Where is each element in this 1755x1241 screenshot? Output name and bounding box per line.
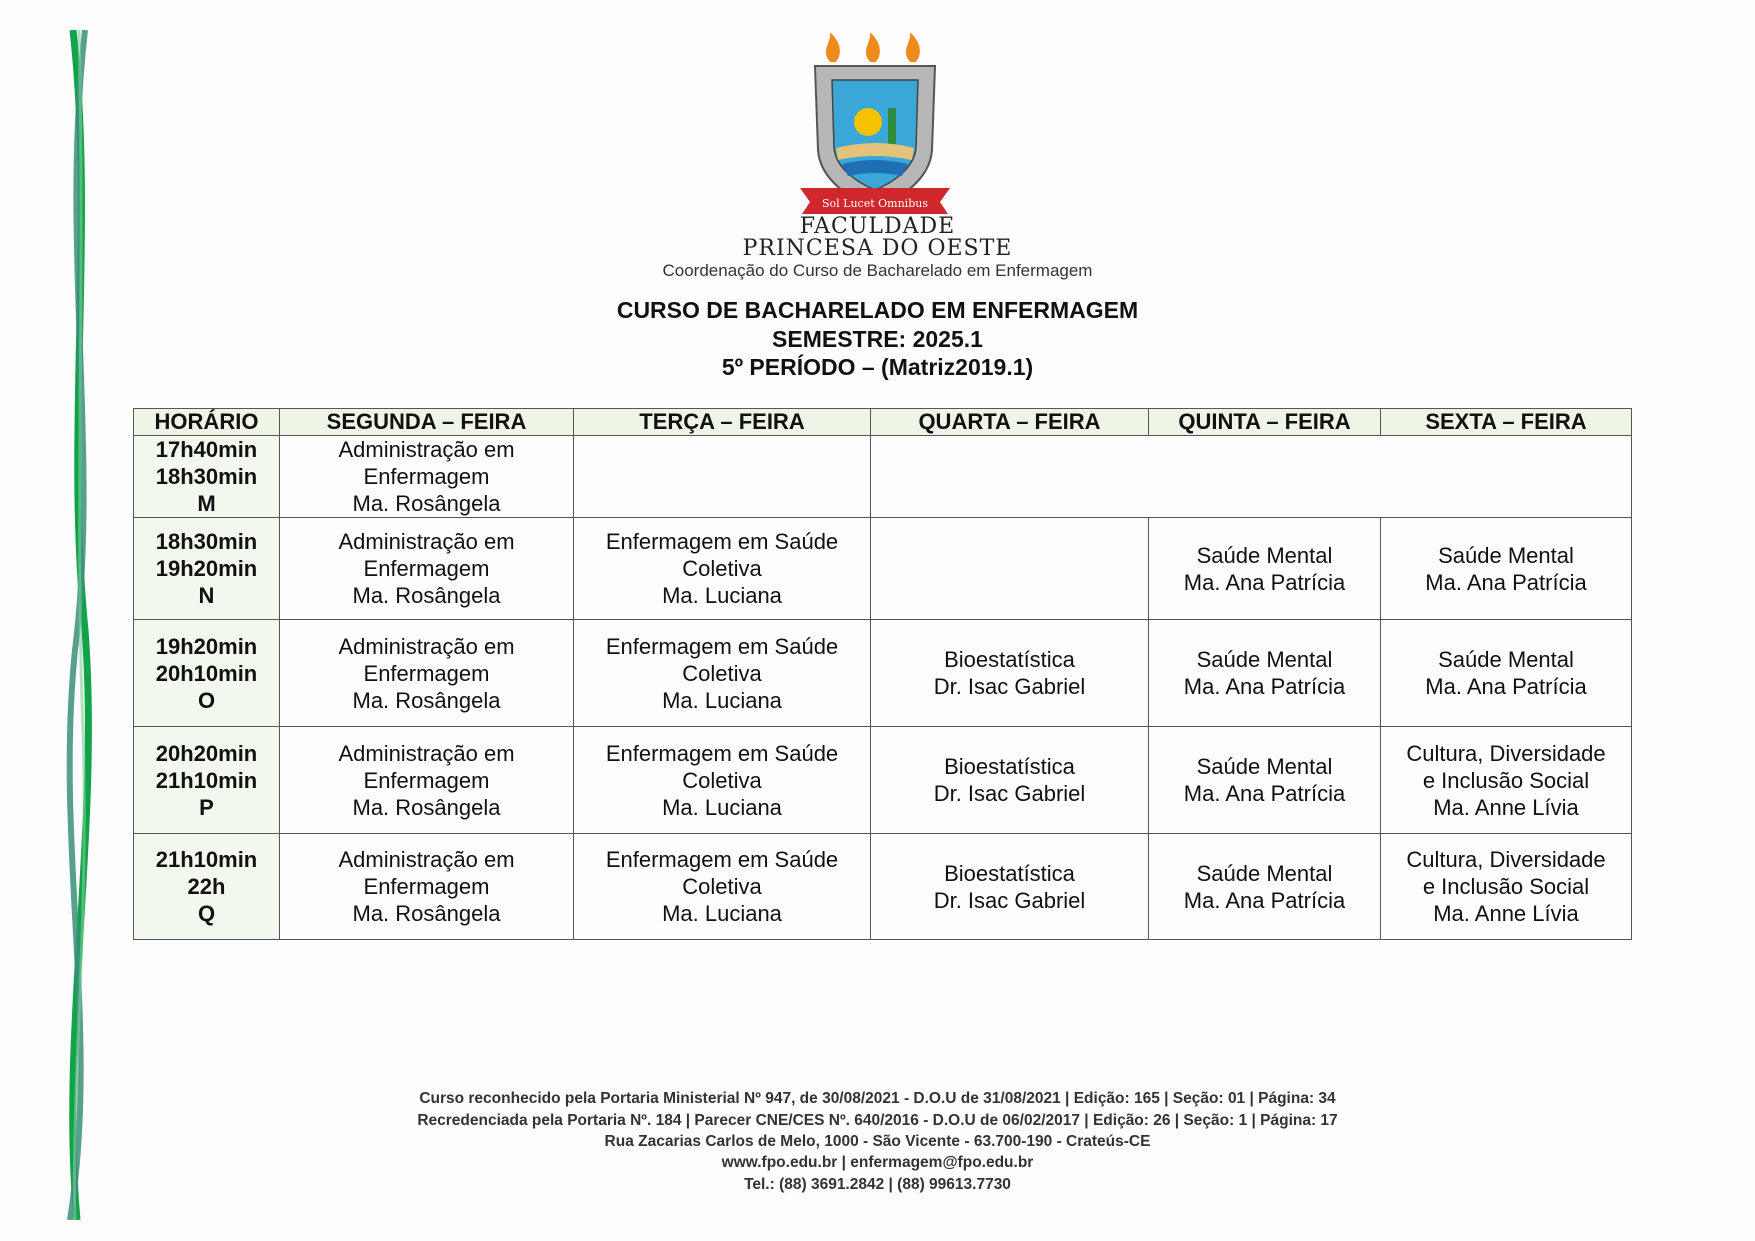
class-line: Saúde Mental <box>1438 647 1574 672</box>
class-cell-mon <box>280 518 574 620</box>
class-teacher: Ma. Ana Patrícia <box>1183 887 1346 913</box>
class-line: e Inclusão Social <box>1422 767 1590 793</box>
class-line: Cultura, Diversidade <box>1406 740 1606 766</box>
footer-accreditation: Recredenciada pela Portaria Nº. 184 | Parecer CNE/CES Nº. 640/2016 - D.O.U de 06/02/2017 | Edição: 26 | Seção: 1 | Página: 17 <box>417 1112 1338 1129</box>
time-cell <box>134 620 280 727</box>
schedule-table <box>133 408 1632 940</box>
class-line: Bioestatística <box>944 647 1075 672</box>
class-line: Saúde Mental <box>1196 647 1333 672</box>
class-line: Saúde Mental <box>1196 754 1333 779</box>
class-cell-mon <box>280 436 574 518</box>
class-teacher: Ma. Ana Patrícia <box>1425 674 1587 699</box>
time-end: 18h30min <box>155 464 258 489</box>
course-title: CURSO DE BACHARELADO EM ENFERMAGEM <box>616 297 1139 323</box>
logo-motto: Sol Lucet Omnibus <box>822 197 928 210</box>
time-start: 19h20min <box>155 633 258 659</box>
class-line: Bioestatística <box>944 860 1075 886</box>
class-teacher: Ma. Rosângela <box>352 583 501 608</box>
class-teacher: Ma. Luciana <box>662 583 782 608</box>
time-slot: M <box>197 491 216 516</box>
footer-address: Rua Zacarias Carlos de Melo, 1000 - São Vicente - 63.700-190 - Crateús-CE <box>604 1133 1151 1150</box>
header-horario: HORÁRIO <box>134 409 280 436</box>
class-cell-tue <box>574 727 871 834</box>
class-cell-mon <box>280 620 574 727</box>
class-teacher: Ma. Rosângela <box>352 491 501 516</box>
class-teacher: Ma. Rosângela <box>352 794 501 820</box>
class-line: Cultura, Diversidade <box>1406 847 1606 872</box>
class-cell-fri <box>1381 727 1632 834</box>
time-slot: P <box>199 794 214 820</box>
time-slot: Q <box>197 901 216 926</box>
period-title: 5º PERÍODO – (Matriz2019.1) <box>721 354 1034 380</box>
class-cell-fri <box>1381 620 1632 727</box>
time-end: 20h10min <box>155 660 258 686</box>
class-cell-fri <box>1381 518 1632 620</box>
class-cell-thu <box>1149 727 1381 834</box>
institution-name-line2: PRINCESA DO OESTE <box>742 236 1013 261</box>
class-cell-mon <box>280 834 574 940</box>
time-slot: N <box>198 583 215 608</box>
institution-logo <box>790 30 960 220</box>
class-teacher: Ma. Ana Patrícia <box>1183 674 1346 699</box>
class-teacher: Ma. Anne Lívia <box>1433 794 1579 820</box>
header-sexta: SEXTA – FEIRA <box>1381 409 1632 436</box>
institution-name-line1: FACULDADE <box>799 214 956 239</box>
class-cell-thu <box>1149 834 1381 940</box>
class-teacher: Dr. Isac Gabriel <box>933 887 1086 913</box>
header-segunda: SEGUNDA – FEIRA <box>280 409 574 436</box>
class-line: Administração em <box>338 633 515 659</box>
class-teacher: Ma. Ana Patrícia <box>1183 569 1346 595</box>
class-line: Enfermagem em Saúde <box>605 847 839 872</box>
class-line: Enfermagem <box>363 464 490 489</box>
class-cell-tue <box>574 436 871 518</box>
class-cell-thu <box>1149 518 1381 620</box>
time-cell <box>134 727 280 834</box>
header-terca: TERÇA – FEIRA <box>574 409 871 436</box>
time-cell <box>134 436 280 518</box>
class-cell-thu <box>1149 620 1381 727</box>
class-line: Coletiva <box>682 660 762 686</box>
time-start: 20h20min <box>155 740 258 766</box>
time-cell <box>134 834 280 940</box>
class-line: Bioestatística <box>944 754 1075 779</box>
table-row <box>134 727 1632 834</box>
class-cell-tue <box>574 620 871 727</box>
class-cell-wed <box>871 727 1149 834</box>
class-teacher: Ma. Rosângela <box>352 687 501 713</box>
class-cell-fri <box>1381 834 1632 940</box>
class-line: Administração em <box>338 529 515 554</box>
footer-phone: Tel.: (88) 3691.2842 | (88) 99613.7730 <box>744 1176 1011 1193</box>
class-teacher: Ma. Luciana <box>662 901 782 926</box>
table-row <box>134 518 1632 620</box>
class-cell-wed <box>871 834 1149 940</box>
class-cell-wed <box>871 518 1149 620</box>
flame-icon <box>826 32 920 62</box>
class-line: Enfermagem <box>363 556 490 581</box>
header-quarta: QUARTA – FEIRA <box>871 409 1149 436</box>
time-slot: O <box>197 687 216 713</box>
class-line: Saúde Mental <box>1196 542 1333 568</box>
class-line: Saúde Mental <box>1438 542 1574 568</box>
footer-recognition: Curso reconhecido pela Portaria Ministerial Nº 947, de 30/08/2021 - D.O.U de 31/08/2021 | Edição: 165 | Seção: 01 | Página: 34 <box>419 1090 1336 1107</box>
sun-icon <box>854 108 882 136</box>
table-row <box>134 620 1632 727</box>
class-teacher: Dr. Isac Gabriel <box>933 781 1086 806</box>
class-cell-wed <box>871 620 1149 727</box>
table-row <box>134 436 1632 518</box>
time-start: 17h40min <box>155 437 258 462</box>
class-line: Administração em <box>338 847 515 872</box>
header-quinta: QUINTA – FEIRA <box>1149 409 1381 436</box>
class-line: Enfermagem em Saúde <box>605 633 839 659</box>
class-cell-tue <box>574 834 871 940</box>
time-end: 19h20min <box>155 556 258 581</box>
class-cell-empty-merged <box>871 436 1632 518</box>
class-line: Enfermagem em Saúde <box>605 740 839 766</box>
time-cell <box>134 518 280 620</box>
footer-web-email: www.fpo.edu.br | enfermagem@fpo.edu.br <box>721 1154 1034 1171</box>
class-line: Enfermagem <box>363 767 490 793</box>
class-teacher: Ma. Ana Patrícia <box>1183 781 1346 806</box>
class-teacher: Ma. Rosângela <box>352 901 501 926</box>
class-line: e Inclusão Social <box>1422 874 1590 899</box>
decorative-ribbon <box>55 30 115 1220</box>
class-line: Enfermagem <box>363 660 490 686</box>
class-line: Coletiva <box>682 874 762 899</box>
table-header-row <box>134 409 1632 436</box>
coordination-subtitle: Coordenação do Curso de Bacharelado em Enfermagem <box>662 261 1093 280</box>
class-line: Saúde Mental <box>1196 860 1333 886</box>
time-end: 21h10min <box>155 767 258 793</box>
class-line: Administração em <box>338 437 515 462</box>
class-teacher: Dr. Isac Gabriel <box>933 674 1086 699</box>
class-teacher: Ma. Ana Patrícia <box>1425 569 1587 595</box>
class-teacher: Ma. Anne Lívia <box>1433 901 1579 926</box>
cactus-icon <box>888 108 896 146</box>
table-row <box>134 834 1632 940</box>
class-cell-mon <box>280 727 574 834</box>
semester-title: SEMESTRE: 2025.1 <box>772 326 983 352</box>
class-line: Coletiva <box>682 556 762 581</box>
class-teacher: Ma. Luciana <box>662 794 782 820</box>
class-line: Coletiva <box>682 767 762 793</box>
class-cell-tue <box>574 518 871 620</box>
class-line: Enfermagem <box>363 874 490 899</box>
time-start: 21h10min <box>155 847 258 872</box>
time-start: 18h30min <box>155 529 258 554</box>
class-line: Enfermagem em Saúde <box>605 529 839 554</box>
class-line: Administração em <box>338 740 515 766</box>
class-teacher: Ma. Luciana <box>662 687 782 713</box>
time-end: 22h <box>187 874 226 899</box>
